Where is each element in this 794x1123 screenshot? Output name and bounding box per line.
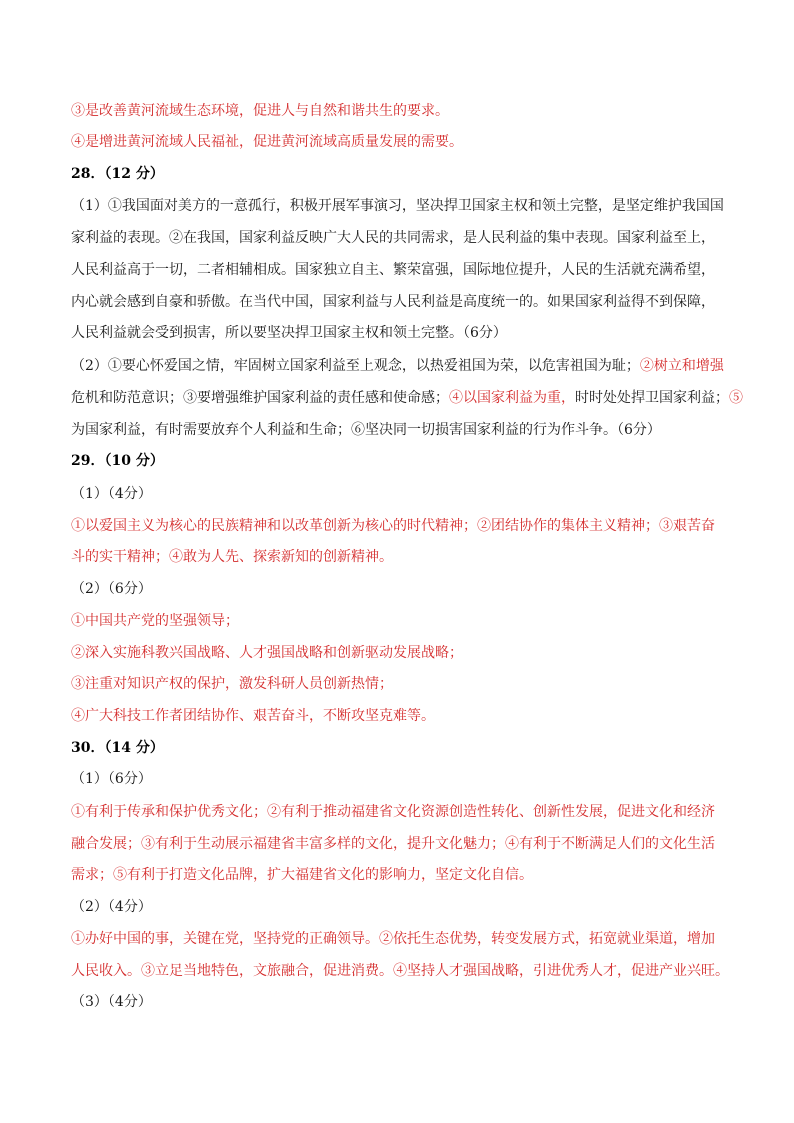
answer-line: ①中国共产党的坚强领导； [71, 613, 239, 629]
answer-line: ③注重对知识产权的保护，激发科研人员创新热情； [71, 676, 393, 692]
answer-line: 内心就会感到自豪和骄傲。在当代中国，国家利益与人民利益是高度统一的。如果国家利益得不到保障， [71, 294, 715, 310]
answer-line [71, 356, 731, 376]
answer-line: ③是改善黄河流域生态环境，促进人与自然和谐共生的要求。 [71, 103, 449, 119]
answer-text: （1）①我国面对美方的一意孤行，积极开展军事演习，坚决捍卫国家主权和领土完整，是坚定维护我国国 [71, 198, 724, 214]
answer-line: 人民利益就会受到损害，所以要坚决捍卫国家主权和领土完整。（6分） [71, 325, 507, 341]
answer-line [71, 196, 731, 216]
question-heading-29: 29．（10 分） [71, 453, 164, 469]
answer-text: 危机和防范意识；③要增强维护国家利益的责任感和使命感； [71, 390, 449, 406]
question-heading-28: 28．（12 分） [71, 166, 164, 182]
sub-question-label: （1）（4分） [71, 486, 152, 502]
answer-line: 家利益的表现。②在我国，国家利益反映广大人民的共同需求，是人民利益的集中表现。国家利益至上， [71, 230, 715, 246]
question-heading-30: 30．（14 分） [71, 740, 164, 756]
answer-line: 人民利益高于一切，二者相辅相成。国家独立自主、繁荣富强，国际地位提升，人民的生活就充满希望， [71, 262, 715, 278]
answer-text: 时时处处捍卫国家利益； [575, 390, 729, 406]
answer-line: ②深入实施科教兴国战略、人才强国战略和创新驱动发展战略； [71, 645, 463, 661]
sub-question-label: （1）（6分） [71, 771, 152, 787]
answer-line: ④是增进黄河流域人民福祉，促进黄河流域高质量发展的需要。 [71, 134, 463, 150]
answer-text-highlight: ④以国家利益为重， [449, 390, 575, 406]
answer-text-highlight: ⑤ [729, 390, 743, 406]
answer-line: 斗的实干精神；④敢为人先、探索新知的创新精神。 [71, 549, 393, 565]
answer-line: 需求；⑤有利于打造文化品牌，扩大福建省文化的影响力，坚定文化自信。 [71, 867, 533, 883]
answer-line: ④广大科技工作者团结协作、艰苦奋斗，不断攻坚克难等。 [71, 708, 435, 724]
answer-line [71, 388, 743, 408]
answer-line: ①以爱国主义为核心的民族精神和以改革创新为核心的时代精神；②团结协作的集体主义精神；③艰苦奋 [71, 518, 715, 534]
answer-line: 为国家利益，有时需要放弃个人利益和生命；⑥坚决同一切损害国家利益的行为作斗争。（6分） [71, 422, 661, 438]
answer-line: ①有利于传承和保护优秀文化；②有利于推动福建省文化资源创造性转化、创新性发展，促进文化和经济 [71, 804, 715, 820]
answer-text-highlight: ②树立和增强 [639, 358, 724, 374]
sub-question-label: （2）（6分） [71, 581, 152, 597]
answer-line: 人民收入。③立足当地特色，文旅融合，促进消费。④坚持人才强国战略，引进优秀人才，促进产业兴旺。 [71, 963, 729, 979]
sub-question-label: （3）（4分） [71, 994, 152, 1010]
answer-line: 融合发展；③有利于生动展示福建省丰富多样的文化，提升文化魅力；④有利于不断满足人们的文化生活 [71, 836, 715, 852]
answer-line: ①办好中国的事，关键在党，坚持党的正确领导。②依托生态优势，转变发展方式，拓宽就业渠道，增加 [71, 931, 715, 947]
answer-text: （2）①要心怀爱国之情，牢固树立国家利益至上观念，以热爱祖国为荣，以危害祖国为耻； [71, 358, 640, 374]
sub-question-label: （2）（4分） [71, 899, 152, 915]
